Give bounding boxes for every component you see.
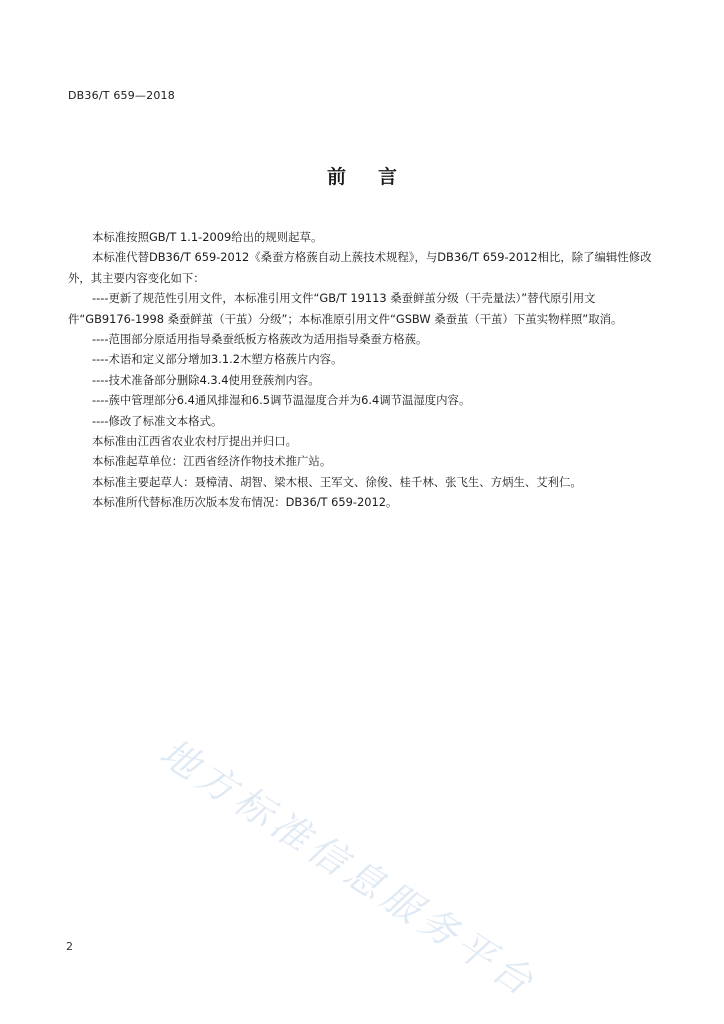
paragraph-change-scope: ----范围部分原适用指导桑蚕纸板方格蔟改为适用指导桑蚕方格蔟。	[92, 332, 428, 347]
foreword-body	[68, 227, 658, 513]
page-title: 前言	[326, 166, 429, 188]
paragraph-proposer: 本标准由江西省农业农村厅提出并归口。	[92, 434, 298, 449]
paragraph-version-history: 本标准所代替标准历次版本发布情况：DB36/T 659-2012。	[92, 495, 398, 510]
paragraph-change-preparation: ----技术准备部分删除4.3.4使用登蔟剂内容。	[92, 372, 320, 387]
paragraph-change-management: ----蔟中管理部分6.4通风排湿和6.5调节温湿度合并为6.4调节温湿度内容。	[92, 393, 471, 408]
paragraph-drafting-rules: 本标准按照GB/T 1.1-2009给出的规则起草。	[92, 230, 323, 244]
paragraph-change-terms: ----术语和定义部分增加3.1.2木塑方格蔟片内容。	[92, 352, 343, 367]
paragraph-drafters: 本标准主要起草人：聂樟清、胡智、梁木根、王军文、徐俊、桂千林、张飞生、方炳生、艾利仁。	[92, 474, 582, 489]
paragraph-replacement: 本标准代替DB36/T 659-2012《桑蚕方格蔟自动上蔟技术规程》，与DB36/T 659-2012相比，除了编辑性修改外，其主要内容变化如下：	[68, 250, 652, 285]
page-number: 2	[66, 940, 73, 953]
paragraph-change-references: ----更新了规范性引用文件，本标准引用文件“GB/T 19113 桑蚕鲜茧分级（干壳量法）”替代原引用文件“GB9176-1998 桑蚕鲜茧（干茧）分级”；本标准原引用文件“GSBW 桑蚕茧（干茧）下茧实物样照”取消。	[68, 291, 623, 326]
paragraph-drafting-unit: 本标准起草单位：江西省经济作物技术推广站。	[92, 454, 332, 469]
paragraph-change-format: ----修改了标准文本格式。	[92, 413, 223, 428]
standard-code-header: DB36/T 659—2018	[68, 89, 175, 102]
watermark: 地方标准信息服务平台	[152, 729, 546, 1007]
